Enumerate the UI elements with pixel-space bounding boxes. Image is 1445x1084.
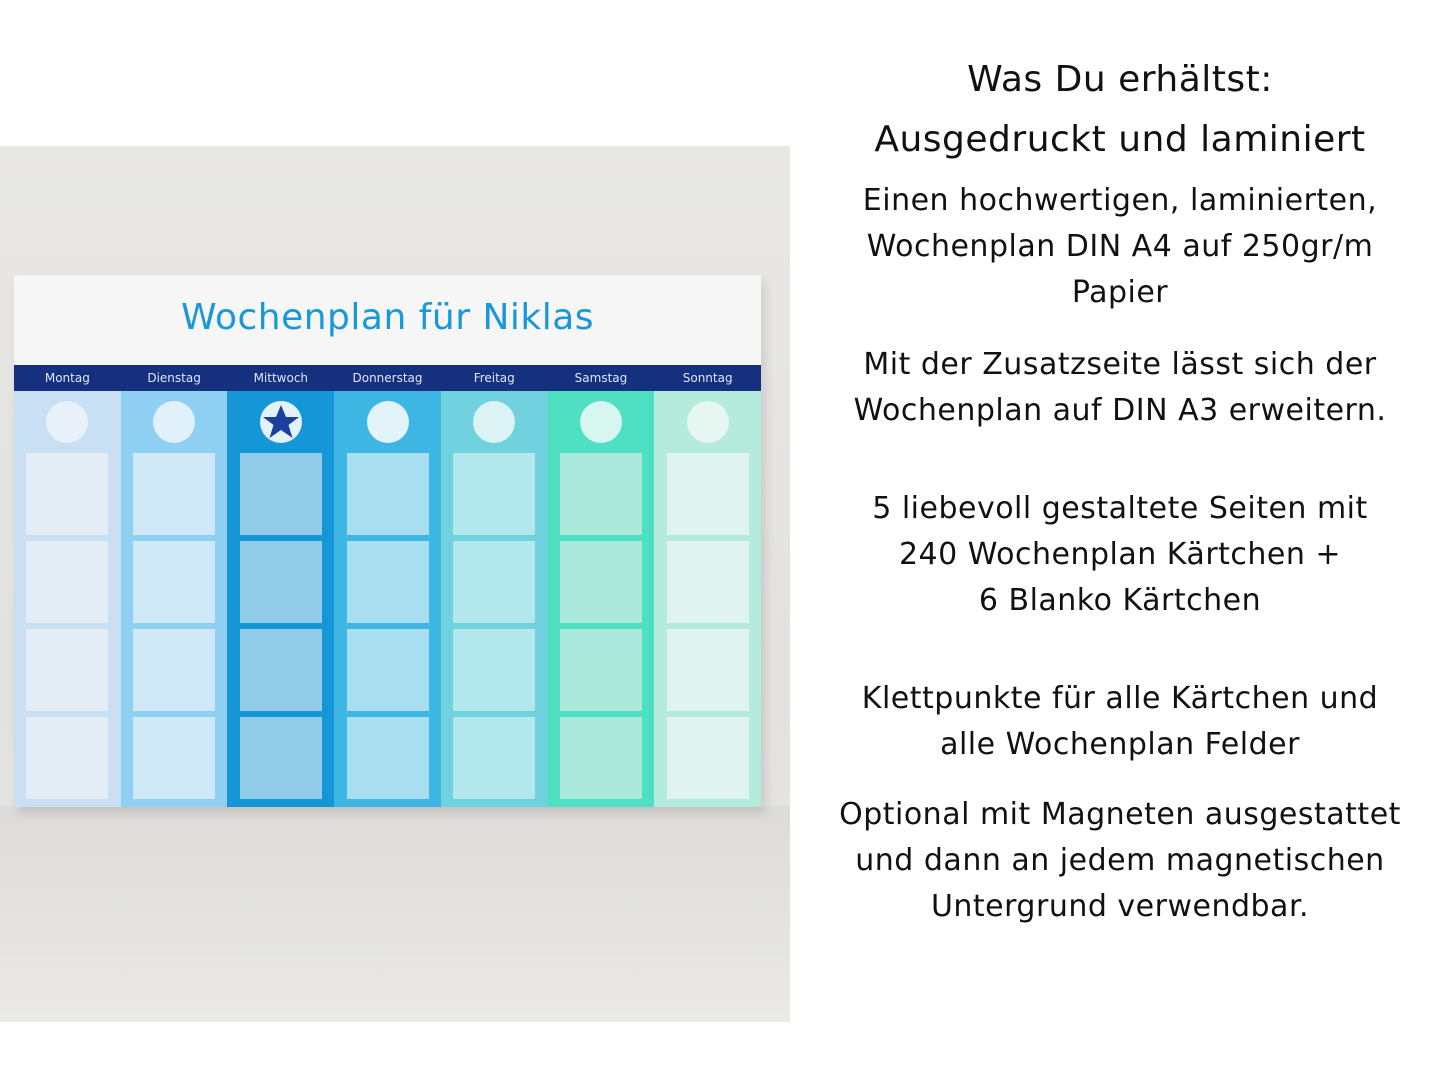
- card-slot[interactable]: [560, 629, 642, 711]
- card-slot[interactable]: [453, 717, 535, 799]
- card-slot[interactable]: [133, 629, 215, 711]
- card-slot[interactable]: [133, 541, 215, 623]
- card-slot[interactable]: [667, 717, 749, 799]
- day-header-bar: [14, 365, 761, 391]
- day-column: [548, 391, 655, 807]
- day-column: [441, 391, 548, 807]
- day-column: [121, 391, 228, 807]
- board-title: Wochenplan für Niklas: [180, 297, 595, 338]
- info-paragraph-velcro: [815, 676, 1425, 768]
- day-label: Montag: [44, 371, 90, 385]
- info-text: [815, 50, 1425, 930]
- card-slot[interactable]: [453, 453, 535, 535]
- paragraph-line: Untergrund verwendbar.: [930, 889, 1310, 924]
- card-slot[interactable]: [347, 629, 429, 711]
- info-paragraph-quality: [815, 178, 1425, 316]
- day-sticker-circle[interactable]: [473, 401, 515, 443]
- day-sticker-circle[interactable]: [260, 401, 302, 443]
- day-sticker-circle[interactable]: [580, 401, 622, 443]
- card-slot[interactable]: [26, 541, 108, 623]
- day-sticker-circle[interactable]: [687, 401, 729, 443]
- info-paragraph-magnets: [815, 792, 1425, 930]
- card-slot[interactable]: [560, 541, 642, 623]
- card-slot[interactable]: [133, 717, 215, 799]
- day-columns: [14, 391, 761, 807]
- card-slot[interactable]: [240, 541, 322, 623]
- paragraph-line: alle Wochenplan Felder: [940, 727, 1300, 762]
- day-column: [334, 391, 441, 807]
- card-slot[interactable]: [26, 717, 108, 799]
- card-slot[interactable]: [347, 717, 429, 799]
- star-icon: [261, 402, 301, 442]
- day-label: Donnerstag: [352, 371, 423, 385]
- info-paragraph-extension: [815, 342, 1425, 434]
- day-column: [654, 391, 761, 807]
- card-slot[interactable]: [560, 453, 642, 535]
- paragraph-line: 240 Wochenplan Kärtchen +: [898, 537, 1342, 572]
- paragraph-line: Wochenplan DIN A4 auf 250gr/m: [866, 229, 1374, 264]
- day-label: Mittwoch: [253, 371, 309, 385]
- card-slot[interactable]: [667, 453, 749, 535]
- table-surface: [0, 806, 790, 1022]
- paragraph-line: Klettpunkte für alle Kärtchen und: [861, 681, 1379, 716]
- paragraph-line: Papier: [1071, 275, 1169, 310]
- info-paragraph-cards: [815, 486, 1425, 624]
- product-photo: [0, 146, 790, 1022]
- card-slot[interactable]: [26, 453, 108, 535]
- day-sticker-circle[interactable]: [46, 401, 88, 443]
- info-heading: [815, 50, 1425, 170]
- paragraph-line: und dann an jedem magnetischen: [855, 843, 1385, 878]
- card-slot[interactable]: [347, 453, 429, 535]
- day-sticker-circle[interactable]: [367, 401, 409, 443]
- card-slot[interactable]: [667, 629, 749, 711]
- paragraph-line: Einen hochwertigen, laminierten,: [862, 183, 1378, 218]
- paragraph-line: Optional mit Magneten ausgestattet: [839, 797, 1401, 832]
- paragraph-line: 6 Blanko Kärtchen: [978, 583, 1262, 618]
- card-slot[interactable]: [453, 541, 535, 623]
- paragraph-line: Mit der Zusatzseite lässt sich der: [863, 347, 1377, 382]
- card-slot[interactable]: [240, 629, 322, 711]
- paragraph-line: Wochenplan auf DIN A3 erweitern.: [853, 393, 1387, 428]
- day-label: Freitag: [473, 371, 515, 385]
- day-column: [227, 391, 334, 807]
- weekly-planner-board: [14, 275, 761, 807]
- day-label: Sonntag: [682, 371, 733, 385]
- paragraph-line: 5 liebevoll gestaltete Seiten mit: [872, 491, 1368, 526]
- card-slot[interactable]: [133, 453, 215, 535]
- heading-line: Ausgedruckt und laminiert: [874, 119, 1366, 160]
- heading-line: Was Du erhältst:: [967, 59, 1273, 100]
- day-label: Dienstag: [147, 371, 201, 385]
- day-column: [14, 391, 121, 807]
- day-label: Samstag: [574, 371, 628, 385]
- card-slot[interactable]: [347, 541, 429, 623]
- day-sticker-circle[interactable]: [153, 401, 195, 443]
- card-slot[interactable]: [240, 453, 322, 535]
- card-slot[interactable]: [560, 717, 642, 799]
- card-slot[interactable]: [26, 629, 108, 711]
- card-slot[interactable]: [667, 541, 749, 623]
- card-slot[interactable]: [453, 629, 535, 711]
- card-slot[interactable]: [240, 717, 322, 799]
